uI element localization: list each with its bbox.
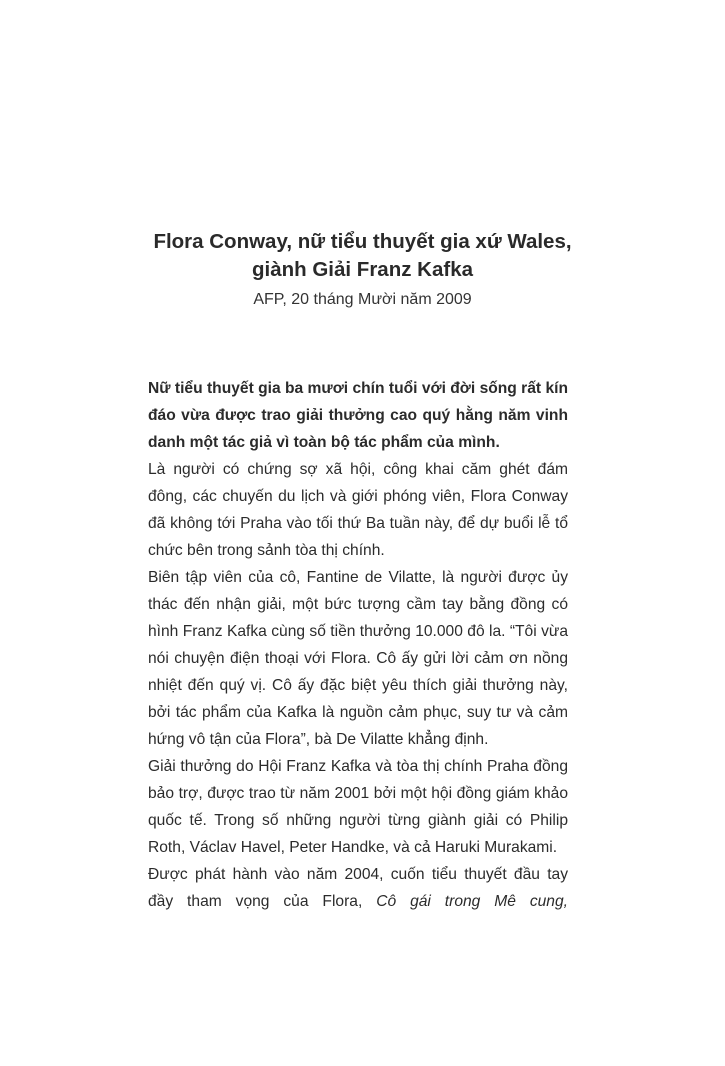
article-title-line-2: giành Giải Franz Kafka	[252, 258, 473, 281]
article-dateline: AFP, 20 tháng Mười năm 2009	[253, 291, 472, 308]
article-paragraph: Biên tập viên của cô, Fantine de Vilatte, là người được ủy thác đến nhận giải, một bức tượng cầm tay bằng đồng có hình Franz Kafka cùng số tiền thưởng 10.000 đô la. “Tôi vừa nói chuyện điện thoại với Flora. Cô ấy gửi lời cảm ơn nồng nhiệt đến quý vị. Cô ấy đặc biệt yêu thích giải thưởng này, bởi tác phẩm của Kafka là nguồn cảm phục, suy tư và cảm hứng vô tận của Flora”, bà De Vilatte khẳng định.	[148, 569, 568, 748]
article-paragraph: Giải thưởng do Hội Franz Kafka và tòa thị chính Praha đồng bảo trợ, được trao từ năm 2001 bởi một hội đồng giám khảo quốc tế. Trong số những người từng giành giải có Philip Roth, Václav Havel, Peter Handke, và cả Haruki Murakami.	[148, 758, 568, 856]
article-lede: Nữ tiểu thuyết gia ba mươi chín tuổi với đời sống rất kín đáo vừa được trao giải thưởng cao quý hằng năm vinh danh một tác giả vì toàn bộ tác phẩm của mình.	[148, 380, 568, 451]
article-header	[0, 228, 725, 312]
book-title: Cô gái trong Mê cung,	[376, 893, 568, 910]
article-paragraph	[148, 861, 568, 915]
article-body	[148, 375, 568, 915]
article-paragraph-text: Được phát hành vào năm 2004, cuốn tiểu thuyết đầu tay đầy tham vọng của Flora,	[148, 866, 568, 910]
article-paragraph: Là người có chứng sợ xã hội, công khai căm ghét đám đông, các chuyến du lịch và giới phóng viên, Flora Conway đã không tới Praha vào tối thứ Ba tuần này, để dự buổi lễ tổ chức bên trong sảnh tòa thị chính.	[148, 461, 568, 559]
article-title-line-1: Flora Conway, nữ tiểu thuyết gia xứ Wales,	[153, 230, 572, 253]
